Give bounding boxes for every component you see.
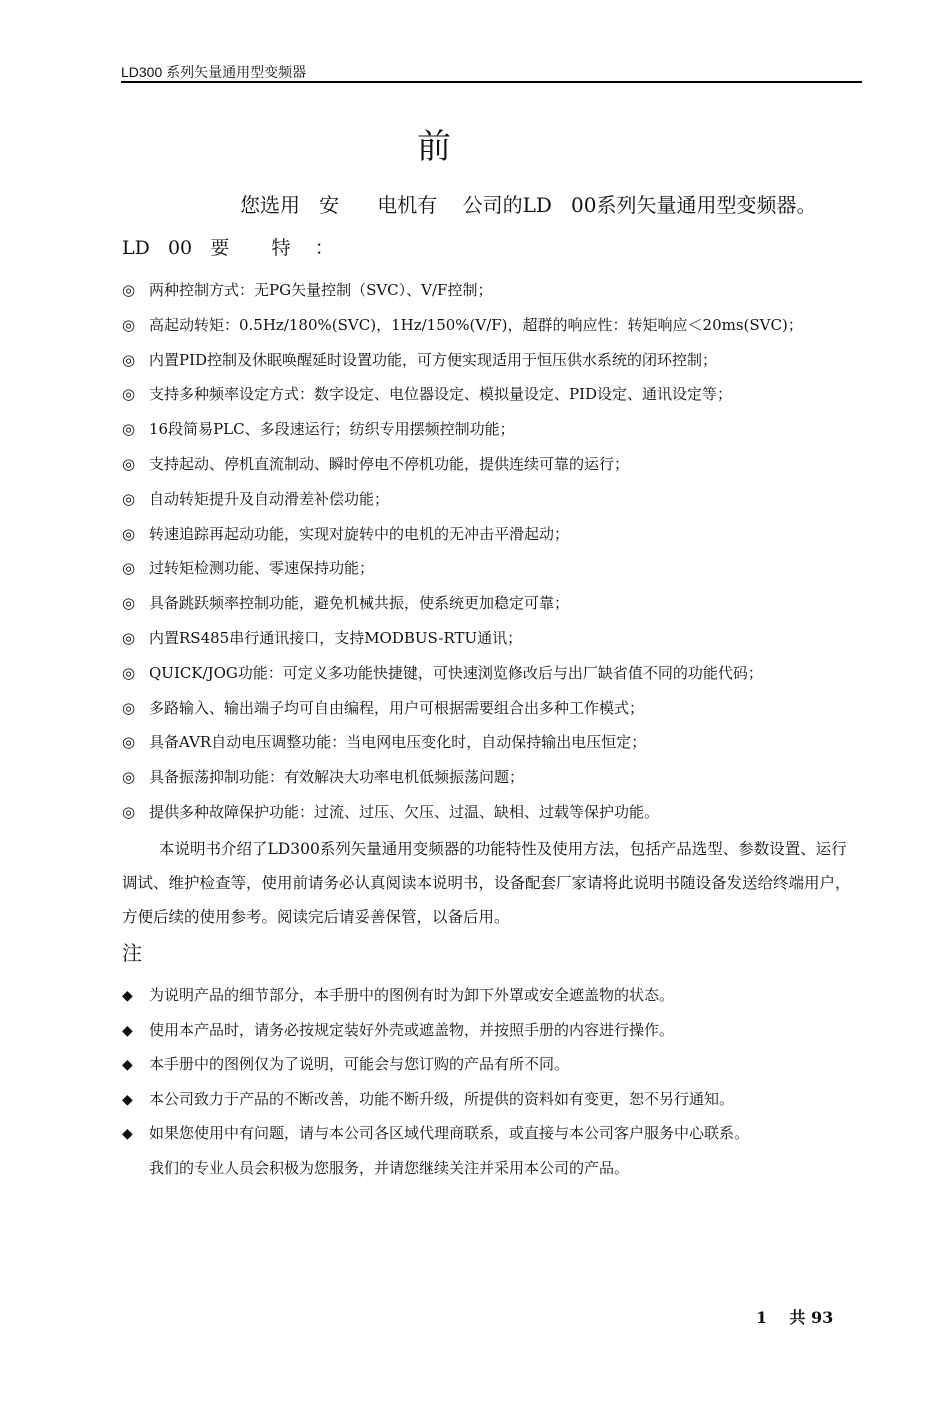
note-list	[122, 980, 749, 1187]
diamond-bullet-icon: ◆	[122, 1091, 133, 1108]
diamond-bullet-icon: ◆	[122, 988, 133, 1004]
double-circle-icon: ◎	[122, 768, 136, 787]
feature-item: ◎ 具备AVR自动电压调整功能：当电网电压变化时，自动保持输出电压恒定；	[122, 727, 803, 762]
double-circle-icon: ◎	[122, 802, 136, 821]
page-title: 前	[417, 127, 451, 167]
note-item: ◆ 本公司致力于产品的不断改善，功能不断升级，所提供的资料如有变更，恕不另行通知。	[122, 1084, 749, 1119]
feature-item: ◎ 自动转矩提升及自动滑差补偿功能；	[122, 484, 803, 519]
feature-item: ◎ 两种控制方式：无PG矢量控制（SVC）、V/F控制；	[122, 275, 803, 310]
double-circle-icon: ◎	[122, 454, 136, 473]
note-item: ◆ 为说明产品的细节部分，本手册中的图例有时为卸下外罩或安全遮盖物的状态。	[122, 980, 749, 1015]
note-heading: 注	[122, 941, 142, 965]
double-circle-icon: ◎	[122, 281, 136, 299]
feature-item: ◎ 多路输入、输出端子均可自由编程，用户可根据需要组合出多种工作模式；	[122, 693, 803, 728]
feature-item: ◎ 支持起动、停机直流制动、瞬时停电不停机功能，提供连续可靠的运行；	[122, 449, 803, 484]
feature-list	[122, 275, 803, 832]
note-item: ◆ 如果您使用中有问题，请与本公司各区域代理商联系，或直接与本公司客户服务中心联系。	[122, 1118, 749, 1153]
intro-line: 您选用 安 电机有 公司的LD 00系列矢量通用型变频器。	[240, 193, 817, 217]
note-continuation: 我们的专业人员会积极为您服务，并请您继续关注并采用本公司的产品。	[149, 1158, 630, 1177]
feature-item: ◎ 支持多种频率设定方式：数字设定、电位器设定、模拟量设定、PID设定、通讯设定等；	[122, 379, 803, 414]
feature-item: ◎ QUICK/JOG功能：可定义多功能快捷键，可快速浏览修改后与出厂缺省值不同的功能代码；	[122, 658, 803, 693]
page-footer	[756, 1306, 833, 1330]
feature-item: ◎ 16段简易PLC、多段速运行；纺织专用摆频控制功能；	[122, 414, 803, 449]
page-total: 共 93	[789, 1308, 834, 1327]
double-circle-icon: ◎	[122, 628, 136, 647]
feature-item: ◎ 具备振荡抑制功能：有效解决大功率电机低频振荡问题；	[122, 762, 803, 797]
double-circle-icon: ◎	[122, 733, 136, 752]
double-circle-icon: ◎	[122, 663, 136, 682]
running-header: LD300 系列矢量通用型变频器	[121, 63, 862, 83]
feature-item: ◎ 具备跳跃频率控制功能，避免机械共振，使系统更加稳定可靠；	[122, 588, 803, 623]
double-circle-icon: ◎	[122, 350, 136, 369]
double-circle-icon: ◎	[122, 315, 136, 334]
diamond-bullet-icon: ◆	[122, 1126, 133, 1142]
double-circle-icon: ◎	[122, 489, 136, 508]
note-item: ◆ 使用本产品时，请务必按规定装好外壳或遮盖物，并按照手册的内容进行操作。	[122, 1015, 749, 1050]
feature-item: ◎ 内置PID控制及休眠唤醒延时设置功能，可方便实现适用于恒压供水系统的闭环控制；	[122, 345, 803, 380]
diamond-bullet-icon: ◆	[122, 1022, 133, 1039]
double-circle-icon: ◎	[122, 420, 136, 439]
feature-item: ◎ 高起动转矩：0.5Hz/180%(SVC)，1Hz/150%(V/F)，超群的响应性：转矩响应＜20ms(SVC)；	[122, 310, 803, 345]
page-number: 1	[756, 1308, 768, 1327]
feature-item: ◎ 过转矩检测功能、零速保持功能；	[122, 553, 803, 588]
note-item: ◆ 本手册中的图例仅为了说明，可能会与您订购的产品有所不同。	[122, 1049, 749, 1084]
double-circle-icon: ◎	[122, 559, 136, 578]
feature-item: ◎ 转速追踪再起动功能，实现对旋转中的电机的无冲击平滑起动；	[122, 519, 803, 554]
feature-item: ◎ 提供多种故障保护功能：过流、过压、欠压、过温、缺相、过载等保护功能。	[122, 797, 803, 832]
double-circle-icon: ◎	[122, 524, 136, 543]
diamond-bullet-icon: ◆	[122, 1057, 133, 1073]
manual-description: 本说明书介绍了LD300系列矢量通用变频器的功能特性及使用方法，包括产品选型、参数设置、运行调试、维护检查等，使用前请务必认真阅读本说明书，设备配套厂家请将此说明书随设备发送给终端用户，方便后续的使用参考。阅读完后请妥善保管，以备后用。	[122, 840, 851, 926]
double-circle-icon: ◎	[122, 698, 136, 717]
feature-item: ◎ 内置RS485串行通讯接口，支持MODBUS-RTU通讯；	[122, 623, 803, 658]
double-circle-icon: ◎	[122, 385, 136, 404]
main-feature-heading: LD 00 要 特 ：	[122, 237, 334, 259]
double-circle-icon: ◎	[122, 594, 136, 613]
